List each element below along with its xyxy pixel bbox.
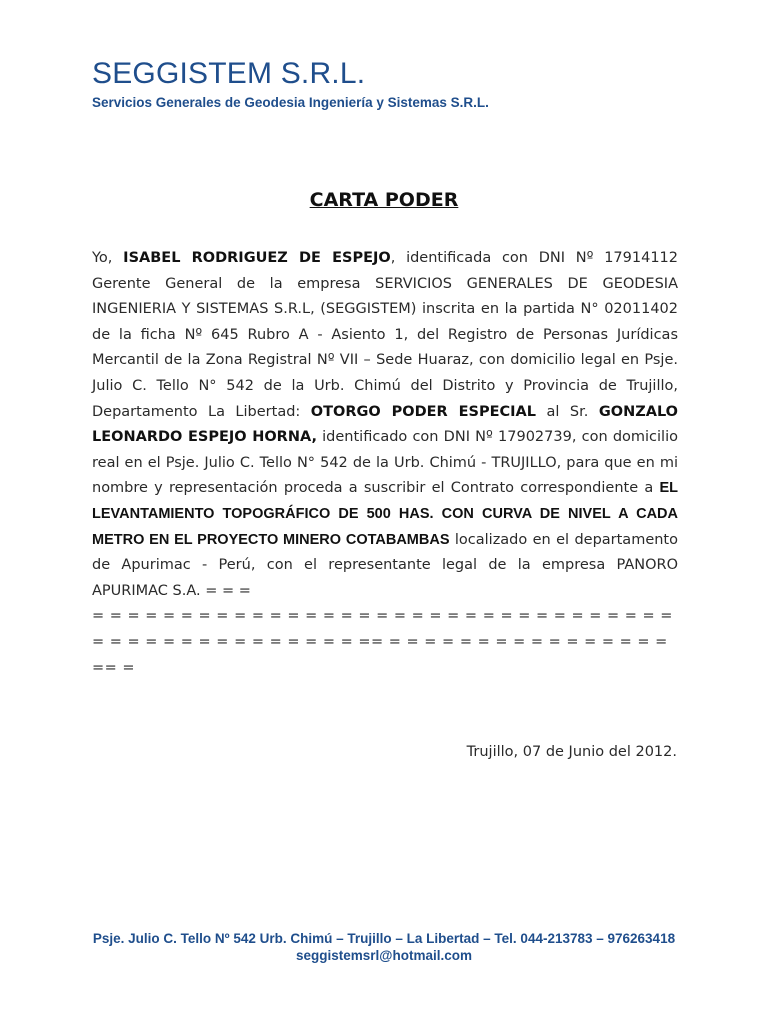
body-text-segment: localizado en el departamento de Apurimac - Perú, con el representante legal de la empresa PANORO APURIMAC S.A. = = = bbox=[92, 531, 678, 599]
date-line: Trujillo, 07 de Junio del 2012. bbox=[466, 744, 677, 760]
grantee-name: GONZALO LEONARDO ESPEJO HORNA, bbox=[92, 403, 678, 446]
body-text-segment: identificado con DNI Nº 17902739, con domicilio real en el Psje. Julio C. Tello N° 542 de la Urb. Chimú - TRUJILLO, para que en mi nombre y representación proceda a suscribir el Contrato correspondiente a bbox=[92, 429, 678, 497]
filler-line: = = = = = = = = = = = = = = = == = = = = = = = = = = = = = = = = bbox=[92, 633, 668, 650]
grant-clause: OTORGO PODER ESPECIAL bbox=[310, 403, 537, 420]
body-text-segment: al Sr. bbox=[536, 403, 599, 420]
letter-body bbox=[92, 246, 678, 681]
body-text-segment: , identificada con DNI Nº 17914112 Gerente General de la empresa SERVICIOS GENERALES DE GEODESIA INGENIERIA Y SISTEMAS S.R.L, (SEGGISTEM) inscrita en la partida N° 02011402 de la ficha Nº 645 Rubro A - Asiento 1, del Registro de Personas Jurídicas Mercantil de la Zona Registral Nº VII – Sede Huaraz, con domicilio legal en Psje. Julio C. Tello N° 542 de la Urb. Chimú del Distrito y Provincia de Trujillo, Departamento La Libertad: bbox=[92, 250, 678, 420]
company-name: SEGGISTEM S.R.L. bbox=[92, 57, 366, 90]
footer-address: Psje. Julio C. Tello Nº 542 Urb. Chimú – Trujillo – La Libertad – Tel. 044-213783 – 976263418 bbox=[92, 931, 676, 946]
document-title: CARTA PODER bbox=[309, 189, 459, 211]
footer bbox=[0, 930, 768, 964]
footer-email: seggistemsrl@hotmail.com bbox=[296, 948, 472, 963]
contract-subject: EL LEVANTAMIENTO TOPOGRÁFICO DE 500 HAS. CON CURVA DE NIVEL A CADA METRO EN EL PROYECTO MINERO COTABAMBAS bbox=[92, 480, 678, 548]
company-full-name: Servicios Generales de Geodesia Ingeniería y Sistemas S.R.L. bbox=[92, 95, 489, 110]
grantor-name: ISABEL RODRIGUEZ DE ESPEJO bbox=[123, 250, 391, 266]
filler-line: = = = = = = = = = = = = = = = = = = = = = = = = = = = = = = = = = bbox=[92, 608, 673, 625]
body-text-segment: Yo, bbox=[92, 250, 124, 266]
filler-line: == = bbox=[92, 659, 136, 676]
letterhead bbox=[92, 56, 489, 112]
